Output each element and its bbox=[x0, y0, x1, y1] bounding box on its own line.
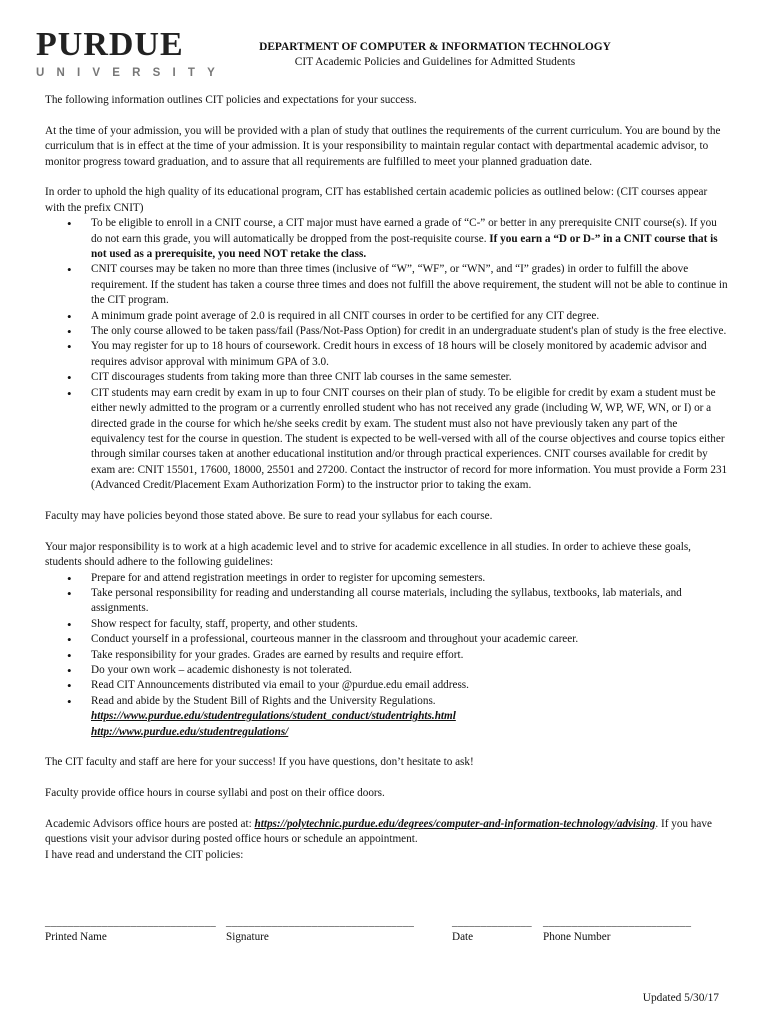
policy-item: • CIT discourages students from taking more than three CNIT lab courses in the same semester. bbox=[45, 370, 728, 385]
student-rights-link[interactable]: https://www.purdue.edu/studentregulations/student_conduct/studentrights.html bbox=[91, 710, 456, 723]
guideline-item: • Read CIT Announcements distributed via email to your @purdue.edu email address. bbox=[45, 678, 728, 693]
guideline-item: • Take responsibility for your grades. Grades are earned by results and require effort. bbox=[45, 648, 728, 663]
policy-item: • The only course allowed to be taken pass/fail (Pass/Not-Pass Option) for credit in an undergraduate student's plan of study is the free elective. bbox=[45, 324, 728, 339]
updated-date: Updated 5/30/17 bbox=[642, 992, 719, 1004]
guideline-item: • Prepare for and attend registration meetings in order to register for upcoming semesters. bbox=[45, 571, 728, 586]
printed-name-field[interactable]: ______________________________ Printed Name bbox=[45, 915, 216, 946]
guideline-item: • Do your own work – academic dishonesty is not tolerated. bbox=[45, 663, 728, 678]
logo-university: UNIVERSITY bbox=[36, 67, 228, 79]
signature-label: Signature bbox=[226, 931, 269, 944]
phone-label: Phone Number bbox=[543, 931, 611, 944]
intro-paragraph: The following information outlines CIT policies and expectations for your success. bbox=[45, 94, 417, 106]
policy-item: • To be eligible to enroll in a CNIT course, a CIT major must have earned a grade of “C-” or better in any prerequisite CNIT course(s). If you do not earn this grade, you will automatically be dropped from the post-requisite course. If you earn a “D or D-” in a CNIT course that is not used as a prerequisite, you need NOT retake the class. bbox=[45, 216, 728, 262]
guideline-item: • Conduct yourself in a professional, courteous manner in the classroom and throughout your academic career. bbox=[45, 632, 728, 647]
date-label: Date bbox=[452, 931, 474, 944]
success-paragraph: The CIT faculty and staff are here for your success! If you have questions, don’t hesitate to ask! bbox=[45, 756, 474, 769]
policy-item: • CIT students may earn credit by exam in up to four CNIT courses on their plan of study. To be eligible for credit by exam a student must be either newly admitted to the program or a currently enrolled student who has not received any grade (including W, WP, WF, WN, or I) or a directed grade in the course for which he/she seeks credit by exam. The student must also not have previously taken any part of the equivalency test for the course in question. The student is expected to be well-versed with all of the course objectives and course topics either through similar courses taken at another educational institution and/or through practical experiences. CNIT courses available for credit by exam are: CNIT 15501, 17600, 18000, 25501 and 27200. Contact the instructor of record for more information. You must provide a Form 231 (Advanced Credit/Placement Exam Authorization Form) to the instructor prior to taking the exam. bbox=[45, 386, 728, 494]
document-header bbox=[200, 40, 670, 71]
guideline-item: • Take personal responsibility for reading and understanding all course materials, including the syllabus, textbooks, lab materials, and assignments. bbox=[45, 586, 728, 617]
document-subtitle: CIT Academic Policies and Guidelines for Admitted Students bbox=[294, 56, 576, 69]
printed-name-label: Printed Name bbox=[45, 931, 107, 944]
advisors-paragraph: Academic Advisors office hours are posted at: https://polytechnic.purdue.edu/degrees/computer-and-information-technology/advising. If you have questions visit your advisor during posted office hours or schedule an appointment. bbox=[45, 817, 712, 846]
policy-item: • You may register for up to 18 hours of coursework. Credit hours in excess of 18 hours will be closely monitored by academic advisor and requires advisor approval with minimum GPA of 3.0. bbox=[45, 339, 728, 370]
policies-list bbox=[45, 216, 728, 493]
phone-field[interactable]: __________________________ Phone Number bbox=[543, 915, 691, 946]
document-body bbox=[45, 93, 728, 879]
logo-wordmark: PURDUE bbox=[36, 26, 184, 63]
signature-field[interactable]: _________________________________ Signature bbox=[226, 915, 414, 946]
faculty-policies-paragraph: Faculty may have policies beyond those stated above. Be sure to read your syllabus for each course. bbox=[45, 509, 493, 522]
read-understand-line: I have read and understand the CIT policies: bbox=[45, 848, 244, 861]
policy-item: • A minimum grade point average of 2.0 is required in all CNIT courses in order to be certified for any CIT degree. bbox=[45, 309, 728, 324]
guideline-item: • Show respect for faculty, staff, property, and other students. bbox=[45, 617, 728, 632]
admission-paragraph: At the time of your admission, you will be provided with a plan of study that outlines the requirements of the current curriculum. You are bound by the curriculum that is in effect at the time of your admission. It is your responsibility to maintain regular contact with departmental academic advisor, to monitor progress toward graduation, and to assure that all requirements are fulfilled to meet your planned graduation date. bbox=[45, 124, 721, 168]
policy-item: • CNIT courses may be taken no more than three times (inclusive of “W”, “WF”, or “WN”, and “I” grades) in order to fulfill the above requirement. If the student has taken a course three times and does not fulfill the above requirement, the student will not be able to continue in the CIT program. bbox=[45, 262, 728, 308]
purdue-logo bbox=[36, 26, 228, 81]
advising-link[interactable]: https://polytechnic.purdue.edu/degrees/computer-and-information-technology/advising bbox=[254, 817, 656, 830]
guidelines-list bbox=[45, 571, 728, 740]
signature-block bbox=[0, 915, 770, 955]
department-title: DEPARTMENT OF COMPUTER & INFORMATION TECHNOLOGY bbox=[259, 41, 611, 53]
office-hours-paragraph: Faculty provide office hours in course syllabi and post on their office doors. bbox=[45, 787, 385, 800]
date-field[interactable]: ______________ Date bbox=[452, 915, 532, 946]
policies-intro: In order to uphold the high quality of its educational program, CIT has established certain academic policies as outlined below: (CIT courses appear with the prefix CNIT) bbox=[45, 186, 708, 214]
responsibility-intro: Your major responsibility is to work at a high academic level and to strive for academic excellence in all studies. In order to achieve these goals, students should adhere to the following guidelines: bbox=[45, 540, 691, 569]
guideline-item: • Read and abide by the Student Bill of Rights and the University Regulations. https://www.purdue.edu/studentregulations/student_conduct/studentrights.html http://www.purdue.edu/studentregulations/ bbox=[45, 694, 728, 740]
student-regulations-link[interactable]: http://www.purdue.edu/studentregulations/ bbox=[91, 725, 289, 738]
